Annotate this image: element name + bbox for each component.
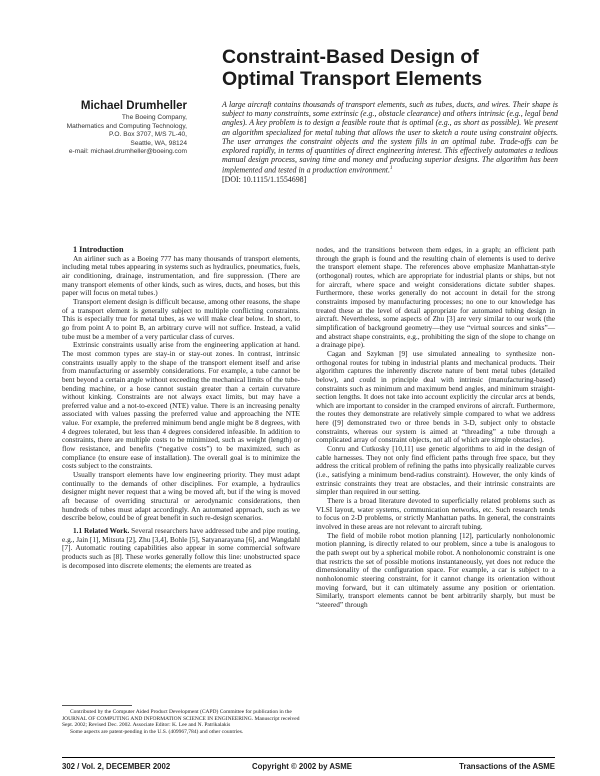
affiliation-line: P.O. Box 3707, M/S 7L-40,	[109, 131, 187, 139]
page-footer	[62, 757, 555, 771]
footer-copyright: Copyright © 2002 by ASME	[252, 762, 352, 771]
footnote-patent: Some aspects are patent-pending in the U.S. (409967,784) and other countries.	[70, 728, 244, 735]
abstract-text: A large aircraft contains thousands of transport elements, such as tubes, ducts, and wires. Their shape is subject to many constraints, some extrinsic (e.g., obstacle clearance) and others intrinsic (e.g., legal bend angles). A key problem is to design a feasible route that is optimal (e.g., as short as possible). We present an algorithm specialized for metal tubing that allows the user to sketch a route using constraint objects. The user arranges the constraint objects and the system fills in an optimal tube. Trade-offs can be explored rapidly, in terms of quantities of direct engineering interest. This effectively automates a tedious manual design process, saving time and money and producing superior designs. The algorithm has been implemented and tested in a production environment.	[222, 100, 558, 176]
footnote-contributed: Contributed by the Computer Aided Product Development (CAPD) Committee for publication in the JOURNAL OF COMPUTING AND INFORMATION SCIENCE IN ENGINEERING. Manuscript received Sept. 2002; Revised Dec. 2002. Associate Editor: K. Lee and N. Patrikalakis	[62, 709, 300, 729]
affiliation-line: The Boeing Company,	[121, 114, 187, 121]
author-email: e-mail: michael.drumheller@boeing.com	[68, 148, 187, 156]
paragraph-related-work	[62, 527, 300, 570]
paragraph-text: Several researchers have addressed tube and pipe routing, e.g., Jain [1], Mitsuta [2], Zhu [3,4], Bohle [5], Satyanarayana [6], and Wangdahl [7]. Automatic routing capabilities also appear in some commercial software products such as [8]. These works generally follow this line: unobstructed space is decomposed into discrete elements; the elements are treated as	[62, 526, 301, 570]
paragraph: Conru and Cutkosky [10,11] use genetic algorithms to aid in the design of cable harnesses. They not only find efficient paths through free space, but they address the critical problem of refining the paths into physically realizable curves (i.e., satisfying a minimum bend-radius constraint). However, the only kinds of extrinsic constraints they treat are obstacles, and their intrinsic constraints are simpler than required in our setting.	[316, 444, 555, 497]
footer-journal: Transactions of the ASME	[459, 762, 555, 771]
paragraph: Extrinsic constraints usually arise from the engineering application at hand. The most common types are stay-in or stay-out zones. In contrast, intrinsic constraints usually apply to the shape of the transport element itself and arise from manufacturing or assembly considerations. For example, a tube cannot be bent beyond a certain angle without exceeding the mechanical limits of the tube-bending machine, or a hose cannot sustain greater than a certain curvature without kinking. Constraints are not always exact limits, but may have a preferred value and a not-to-exceed (NTE) value. There is an increasing penalty associated with values passing the preferred value and approaching the NTE value. For example, the preferred minimum bend angle might be 8 degrees, with 4 degrees tolerated, but less than 4 degrees considered infeasible. In addition to constraints, there are multiple costs to be minimized, such as weight (length) or flow resistance, and benefits (“negative costs”) to be maximized, such as compliance (to ensure ease of installation). The overall goal is to minimize the costs subject to the constraints.	[62, 340, 300, 471]
paper-title	[222, 46, 522, 90]
affiliation-line: Seattle, WA, 98124	[130, 139, 187, 147]
footer-page-volume: 302 / Vol. 2, DECEMBER 2002	[62, 762, 171, 771]
subsection-heading-related-work: 1.1 Related Work.	[73, 526, 130, 535]
author-block	[67, 99, 187, 157]
abstract	[222, 100, 558, 184]
footnotes	[62, 705, 300, 735]
paragraph: nodes, and the transitions between them edges, in a graph; an efficient path through the graph is found and the resulting chain of elements is used to derive the transport element shape. The references above emphasize Manhattan-style (orthogonal) routes, which are appropriate for industrial plants or ships, but not for aircraft, where space and weight considerations dictate subtler shapes. Furthermore, these works generally do not account in detail for the strong constraints imposed by manufacturing processes; no one to our knowledge has treated these at the level of detail appropriate for automated tubing design in aircraft. Nevertheless, some aspects of Zhu [3] are very similar to our work (the simplification of background geometry—they use “virtual sources and sinks”—and abstract shape constraints, e.g., prohibiting the sign of the slope to change on a drainage pipe).	[316, 245, 555, 350]
author-name: Michael Drumheller	[80, 100, 187, 112]
paragraph: The field of mobile robot motion planning [12], particularly nonholonomic motion planning, is directly related to our problem, since a tube is analogous to the path swept out by a spherical mobile robot. A nonholonomic constraint is one that restricts the set of possible motions instantaneously, yet does not reduce the dimensionality of the configuration space. For example, a car is subject to a nonholonomic steering constraint, for it cannot change its orientation without moving forward, but it can ultimately assume any position or orientation. Similarly, transport elements cannot be bent arbitrarily sharply, but must be “steered” through	[316, 530, 555, 609]
paragraph: Cagan and Szykman [9] use simulated annealing to synthesize non-orthogonal routes for tubing in industrial plants and mechanical products. Their algorithm captures the inherently discrete nature of bent metal tubes (detailed below), and could in principle deal with intrinsic (manufacturing-based) constraints such as minimum and maximum bend angles, and minimum straight-section lengths. It does not take into account explicitly the circular arcs at bends, which are important to consider in the cramped environs of aircraft. Furthermore, the routes they demonstrate are relatively simple compared to what we address here ([9] demonstrated two or three bends in 3-D, subject only to obstacle constraints, whereas our system is aimed at “threading” a tube through a complicated array of constraint objects, not all of which are simple obstacles).	[316, 348, 555, 445]
paragraph: An airliner such as a Boeing 777 has many thousands of transport elements, including metal tubes appearing in systems such as hydraulics, pneumatics, fuels, air conditioning, drainage, instrumentation, and fire suppression. (There are many transport elements of other kinds, such as wires, ducts, and hoses, but this paper will focus on metal tubes.)	[62, 253, 300, 298]
doi-link[interactable]: [DOI: 10.1115/1.1554698]	[222, 175, 307, 185]
paragraph: There is a broad literature devoted to superficially related problems such as VLSI layout, water systems, communication networks, etc. Such research tends to focus on 2-D problems, or strictly Manhattan paths. In general, the constraints involved in these areas are not relevant to aircraft tubing.	[316, 496, 555, 531]
title-line-1: Constraint-Based Design of	[222, 46, 479, 68]
title-line-2: Optimal Transport Elements	[222, 68, 483, 90]
footnote-rule	[62, 705, 132, 706]
abstract-footnote-mark: 1	[389, 166, 393, 172]
affiliation-line: Mathematics and Computing Technology,	[66, 122, 187, 130]
right-column	[316, 246, 555, 610]
paragraph: Transport element design is difficult because, among other reasons, the shape of a transport element is generally subject to multiple conflicting constraints. This is especially true for metal tubes, as we will make clear below. In short, to go from point A to point B, an arbitrary curve will not suffice. Instead, a valid tube must be a member of a very particular class of curves.	[62, 296, 300, 341]
paragraph: Usually transport elements have low engineering priority. They must adapt continually to the demands of other disciplines. For example, a hydraulics designer might never request that a wing be moved aft, but if the wing is moved aft because of overriding structural or aerodynamic considerations, then hundreds of tubes must adapt accordingly. An automated approach, such as we describe below, could be of great benefit in such re-design scenarios.	[62, 470, 300, 523]
section-heading-introduction: 1 Introduction	[73, 245, 124, 254]
left-column	[62, 246, 300, 570]
